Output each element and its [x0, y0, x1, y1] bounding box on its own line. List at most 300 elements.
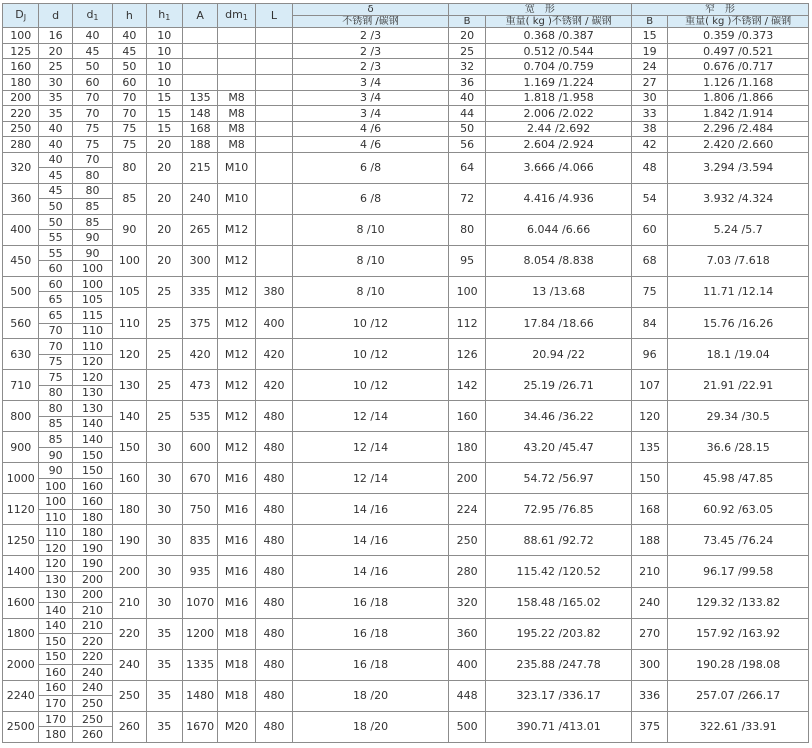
- cell-dm: M8: [218, 121, 255, 137]
- cell-h: 100: [113, 245, 146, 276]
- cell-wide-B: 400: [448, 649, 485, 680]
- cell-D: 630: [3, 339, 39, 370]
- cell-narrow-weight: 36.6 /28.15: [668, 432, 809, 463]
- table-row: [3, 245, 809, 261]
- cell-d1: 85: [72, 199, 112, 215]
- cell-h: 260: [113, 711, 146, 742]
- cell-L: 480: [255, 401, 292, 432]
- cell-wide-weight: 390.71 /413.01: [486, 711, 632, 742]
- table-row: [3, 90, 809, 106]
- cell-wide-weight: 1.169 /1.224: [486, 75, 632, 91]
- cell-d1: 100: [72, 261, 112, 277]
- cell-d: 50: [39, 214, 72, 230]
- cell-L: 480: [255, 680, 292, 711]
- cell-d: 85: [39, 432, 72, 448]
- cell-delta: 2 /3: [293, 28, 449, 44]
- cell-D: 1800: [3, 618, 39, 649]
- cell-d1: 100: [72, 276, 112, 292]
- cell-wide-B: 50: [448, 121, 485, 137]
- cell-D: 125: [3, 43, 39, 59]
- cell-delta: 2 /3: [293, 43, 449, 59]
- cell-A: 1480: [182, 680, 217, 711]
- cell-L: [255, 245, 292, 276]
- header-L: L: [255, 4, 292, 28]
- cell-d1: 250: [72, 711, 112, 727]
- cell-d1: 220: [72, 649, 112, 665]
- cell-L: 480: [255, 649, 292, 680]
- header-narrow-weight: 重量( kg )不锈钢 / 碳钢: [668, 16, 809, 28]
- cell-d1: 115: [72, 307, 112, 323]
- cell-dm: M20: [218, 711, 255, 742]
- cell-A: 600: [182, 432, 217, 463]
- cell-wide-weight: 8.054 /8.838: [486, 245, 632, 276]
- cell-h1: 10: [146, 28, 182, 44]
- cell-d1: 220: [72, 634, 112, 650]
- cell-wide-B: 64: [448, 152, 485, 183]
- cell-narrow-weight: 73.45 /76.24: [668, 525, 809, 556]
- cell-A: 300: [182, 245, 217, 276]
- cell-dm: M12: [218, 370, 255, 401]
- cell-d: 100: [39, 494, 72, 510]
- cell-L: [255, 137, 292, 153]
- cell-narrow-B: 270: [631, 618, 667, 649]
- cell-L: 420: [255, 339, 292, 370]
- table-row: [3, 649, 809, 665]
- cell-delta: 12 /14: [293, 432, 449, 463]
- cell-L: [255, 152, 292, 183]
- cell-d1: 75: [72, 121, 112, 137]
- cell-wide-B: 32: [448, 59, 485, 75]
- cell-h: 80: [113, 152, 146, 183]
- cell-L: [255, 121, 292, 137]
- cell-narrow-B: 210: [631, 556, 667, 587]
- cell-d1: 80: [72, 168, 112, 184]
- header-h: h: [113, 4, 146, 28]
- cell-d: 40: [39, 152, 72, 168]
- cell-d: 150: [39, 649, 72, 665]
- cell-narrow-weight: 0.676 /0.717: [668, 59, 809, 75]
- cell-D: 180: [3, 75, 39, 91]
- cell-dm: [218, 59, 255, 75]
- cell-d1: 70: [72, 106, 112, 122]
- cell-D: 800: [3, 401, 39, 432]
- cell-delta: 3 /4: [293, 106, 449, 122]
- cell-h: 190: [113, 525, 146, 556]
- cell-delta: 10 /12: [293, 370, 449, 401]
- cell-h1: 30: [146, 525, 182, 556]
- cell-h: 180: [113, 494, 146, 525]
- cell-d1: 120: [72, 370, 112, 386]
- cell-dm: M8: [218, 106, 255, 122]
- cell-narrow-B: 188: [631, 525, 667, 556]
- table-row: [3, 711, 809, 727]
- cell-delta: 2 /3: [293, 59, 449, 75]
- cell-D: 1250: [3, 525, 39, 556]
- header-wide-weight: 重量( kg )不锈钢 / 碳钢: [486, 16, 632, 28]
- cell-L: 420: [255, 370, 292, 401]
- cell-narrow-B: 24: [631, 59, 667, 75]
- cell-d1: 150: [72, 463, 112, 479]
- cell-h: 40: [113, 28, 146, 44]
- cell-d: 60: [39, 261, 72, 277]
- cell-narrow-weight: 18.1 /19.04: [668, 339, 809, 370]
- cell-d: 140: [39, 603, 72, 619]
- table-row: [3, 401, 809, 417]
- cell-wide-weight: 88.61 /92.72: [486, 525, 632, 556]
- cell-delta: 12 /14: [293, 463, 449, 494]
- cell-narrow-weight: 3.932 /4.324: [668, 183, 809, 214]
- cell-d: 45: [39, 168, 72, 184]
- cell-d1: 130: [72, 401, 112, 417]
- cell-D: 2000: [3, 649, 39, 680]
- table-row: [3, 214, 809, 230]
- cell-h: 50: [113, 59, 146, 75]
- cell-D: 2500: [3, 711, 39, 742]
- cell-wide-B: 180: [448, 432, 485, 463]
- header-narrow-B: B: [631, 16, 667, 28]
- cell-narrow-weight: 1.842 /1.914: [668, 106, 809, 122]
- cell-d1: 240: [72, 665, 112, 681]
- cell-h1: 30: [146, 494, 182, 525]
- cell-delta: 14 /16: [293, 494, 449, 525]
- cell-wide-weight: 2.006 /2.022: [486, 106, 632, 122]
- cell-h1: 25: [146, 276, 182, 307]
- cell-h: 70: [113, 90, 146, 106]
- cell-d1: 180: [72, 509, 112, 525]
- cell-h1: 25: [146, 339, 182, 370]
- cell-d1: 110: [72, 323, 112, 339]
- cell-h: 210: [113, 587, 146, 618]
- cell-d: 80: [39, 401, 72, 417]
- cell-wide-B: 56: [448, 137, 485, 153]
- cell-h1: 35: [146, 711, 182, 742]
- cell-delta: 8 /10: [293, 276, 449, 307]
- cell-A: 168: [182, 121, 217, 137]
- cell-delta: 14 /16: [293, 556, 449, 587]
- header-delta-material: 不锈钢 /碳钢: [293, 16, 449, 28]
- cell-L: 480: [255, 494, 292, 525]
- cell-dm: M12: [218, 214, 255, 245]
- cell-h1: 30: [146, 432, 182, 463]
- cell-L: 480: [255, 432, 292, 463]
- cell-A: [182, 59, 217, 75]
- cell-wide-B: 100: [448, 276, 485, 307]
- table-row: [3, 75, 809, 91]
- cell-wide-B: 80: [448, 214, 485, 245]
- table-row: [3, 106, 809, 122]
- cell-L: [255, 90, 292, 106]
- cell-d: 16: [39, 28, 72, 44]
- cell-wide-weight: 54.72 /56.97: [486, 463, 632, 494]
- cell-h1: 10: [146, 43, 182, 59]
- cell-L: [255, 28, 292, 44]
- cell-d: 85: [39, 416, 72, 432]
- table-row: [3, 556, 809, 572]
- cell-wide-B: 360: [448, 618, 485, 649]
- cell-d: 160: [39, 665, 72, 681]
- cell-D: 1000: [3, 463, 39, 494]
- cell-d: 55: [39, 230, 72, 246]
- cell-dm: M18: [218, 680, 255, 711]
- cell-d1: 250: [72, 696, 112, 712]
- cell-narrow-B: 42: [631, 137, 667, 153]
- cell-narrow-B: 375: [631, 711, 667, 742]
- cell-d: 75: [39, 354, 72, 370]
- cell-h: 200: [113, 556, 146, 587]
- cell-h: 130: [113, 370, 146, 401]
- cell-wide-B: 40: [448, 90, 485, 106]
- cell-wide-weight: 158.48 /165.02: [486, 587, 632, 618]
- cell-d: 50: [39, 199, 72, 215]
- cell-d1: 140: [72, 416, 112, 432]
- cell-narrow-B: 240: [631, 587, 667, 618]
- cell-d: 160: [39, 680, 72, 696]
- table-row: [3, 432, 809, 448]
- cell-wide-weight: 17.84 /18.66: [486, 307, 632, 338]
- cell-d: 65: [39, 307, 72, 323]
- cell-wide-B: 142: [448, 370, 485, 401]
- cell-h: 110: [113, 307, 146, 338]
- cell-L: [255, 106, 292, 122]
- cell-narrow-weight: 21.91 /22.91: [668, 370, 809, 401]
- cell-narrow-B: 48: [631, 152, 667, 183]
- cell-h: 120: [113, 339, 146, 370]
- cell-A: 215: [182, 152, 217, 183]
- cell-d1: 210: [72, 618, 112, 634]
- cell-A: [182, 28, 217, 44]
- cell-narrow-B: 135: [631, 432, 667, 463]
- cell-d: 120: [39, 540, 72, 556]
- cell-d1: 60: [72, 75, 112, 91]
- cell-wide-weight: 4.416 /4.936: [486, 183, 632, 214]
- cell-d: 150: [39, 634, 72, 650]
- cell-dm: M16: [218, 587, 255, 618]
- cell-A: 188: [182, 137, 217, 153]
- cell-wide-weight: 6.044 /6.66: [486, 214, 632, 245]
- cell-A: 375: [182, 307, 217, 338]
- cell-delta: 16 /18: [293, 618, 449, 649]
- table-row: [3, 680, 809, 696]
- table-row: [3, 307, 809, 323]
- cell-narrow-weight: 190.28 /198.08: [668, 649, 809, 680]
- cell-wide-B: 250: [448, 525, 485, 556]
- table-row: [3, 43, 809, 59]
- cell-h1: 15: [146, 90, 182, 106]
- cell-D: 1400: [3, 556, 39, 587]
- table-row: [3, 463, 809, 479]
- cell-L: 380: [255, 276, 292, 307]
- table-row: [3, 28, 809, 44]
- table-row: [3, 137, 809, 153]
- cell-A: 335: [182, 276, 217, 307]
- table-row: [3, 276, 809, 292]
- cell-narrow-weight: 1.806 /1.866: [668, 90, 809, 106]
- cell-D: 450: [3, 245, 39, 276]
- cell-d: 70: [39, 339, 72, 355]
- cell-A: 670: [182, 463, 217, 494]
- cell-wide-B: 200: [448, 463, 485, 494]
- cell-h1: 30: [146, 556, 182, 587]
- cell-L: 480: [255, 711, 292, 742]
- cell-L: [255, 183, 292, 214]
- cell-L: [255, 43, 292, 59]
- cell-d1: 130: [72, 385, 112, 401]
- cell-h1: 35: [146, 649, 182, 680]
- cell-narrow-B: 75: [631, 276, 667, 307]
- cell-d: 70: [39, 323, 72, 339]
- cell-A: [182, 75, 217, 91]
- cell-narrow-B: 38: [631, 121, 667, 137]
- cell-delta: 8 /10: [293, 245, 449, 276]
- cell-delta: 18 /20: [293, 711, 449, 742]
- cell-d: 100: [39, 478, 72, 494]
- cell-wide-B: 320: [448, 587, 485, 618]
- cell-D: 1120: [3, 494, 39, 525]
- cell-d1: 90: [72, 245, 112, 261]
- cell-d: 20: [39, 43, 72, 59]
- cell-d: 60: [39, 276, 72, 292]
- cell-L: [255, 214, 292, 245]
- cell-d1: 70: [72, 90, 112, 106]
- cell-d: 140: [39, 618, 72, 634]
- cell-h: 220: [113, 618, 146, 649]
- cell-dm: M12: [218, 307, 255, 338]
- cell-wide-weight: 323.17 /336.17: [486, 680, 632, 711]
- cell-wide-weight: 3.666 /4.066: [486, 152, 632, 183]
- cell-dm: M12: [218, 339, 255, 370]
- cell-A: 265: [182, 214, 217, 245]
- cell-L: [255, 59, 292, 75]
- cell-A: 535: [182, 401, 217, 432]
- cell-D: 2240: [3, 680, 39, 711]
- cell-wide-weight: 43.20 /45.47: [486, 432, 632, 463]
- cell-d1: 200: [72, 587, 112, 603]
- cell-d: 45: [39, 183, 72, 199]
- cell-delta: 3 /4: [293, 90, 449, 106]
- cell-h: 140: [113, 401, 146, 432]
- cell-h1: 20: [146, 137, 182, 153]
- cell-dm: M12: [218, 245, 255, 276]
- cell-h1: 35: [146, 618, 182, 649]
- cell-d: 180: [39, 727, 72, 743]
- cell-d1: 80: [72, 183, 112, 199]
- cell-d1: 260: [72, 727, 112, 743]
- cell-A: 1335: [182, 649, 217, 680]
- cell-d: 130: [39, 587, 72, 603]
- cell-A: 935: [182, 556, 217, 587]
- cell-d1: 70: [72, 152, 112, 168]
- cell-narrow-B: 107: [631, 370, 667, 401]
- cell-narrow-weight: 5.24 /5.7: [668, 214, 809, 245]
- cell-dm: M12: [218, 432, 255, 463]
- header-narrow: 窄 形: [631, 4, 808, 16]
- cell-delta: 8 /10: [293, 214, 449, 245]
- cell-h: 70: [113, 106, 146, 122]
- cell-narrow-weight: 3.294 /3.594: [668, 152, 809, 183]
- cell-narrow-weight: 129.32 /133.82: [668, 587, 809, 618]
- cell-h1: 25: [146, 401, 182, 432]
- cell-h: 90: [113, 214, 146, 245]
- cell-narrow-B: 30: [631, 90, 667, 106]
- cell-d: 110: [39, 509, 72, 525]
- cell-D: 100: [3, 28, 39, 44]
- cell-A: 835: [182, 525, 217, 556]
- cell-d: 30: [39, 75, 72, 91]
- cell-narrow-weight: 29.34 /30.5: [668, 401, 809, 432]
- cell-narrow-weight: 322.61 /33.91: [668, 711, 809, 742]
- cell-d1: 160: [72, 478, 112, 494]
- cell-D: 560: [3, 307, 39, 338]
- cell-narrow-weight: 11.71 /12.14: [668, 276, 809, 307]
- table-row: [3, 587, 809, 603]
- cell-d: 170: [39, 711, 72, 727]
- cell-d1: 75: [72, 137, 112, 153]
- cell-d1: 120: [72, 354, 112, 370]
- cell-L: 480: [255, 587, 292, 618]
- cell-L: 480: [255, 556, 292, 587]
- cell-narrow-B: 33: [631, 106, 667, 122]
- header-d1: $d_1$: [72, 4, 112, 28]
- cell-h: 60: [113, 75, 146, 91]
- cell-delta: 10 /12: [293, 307, 449, 338]
- cell-dm: M16: [218, 525, 255, 556]
- cell-h: 85: [113, 183, 146, 214]
- cell-h1: 15: [146, 106, 182, 122]
- table-row: [3, 525, 809, 541]
- header-h1: $h_1$: [146, 4, 182, 28]
- cell-delta: 16 /18: [293, 649, 449, 680]
- cell-d1: 45: [72, 43, 112, 59]
- cell-d1: 105: [72, 292, 112, 308]
- cell-wide-B: 224: [448, 494, 485, 525]
- cell-wide-B: 160: [448, 401, 485, 432]
- table-row: [3, 494, 809, 510]
- cell-dm: M16: [218, 463, 255, 494]
- cell-delta: 4 /6: [293, 121, 449, 137]
- cell-wide-B: 95: [448, 245, 485, 276]
- cell-d1: 160: [72, 494, 112, 510]
- cell-narrow-weight: 15.76 /16.26: [668, 307, 809, 338]
- cell-narrow-weight: 2.420 /2.660: [668, 137, 809, 153]
- header-A: A: [182, 4, 217, 28]
- cell-wide-weight: 0.704 /0.759: [486, 59, 632, 75]
- cell-wide-B: 20: [448, 28, 485, 44]
- cell-L: [255, 75, 292, 91]
- cell-delta: 14 /16: [293, 525, 449, 556]
- cell-h: 75: [113, 137, 146, 153]
- cell-A: 1670: [182, 711, 217, 742]
- cell-D: 220: [3, 106, 39, 122]
- cell-wide-B: 72: [448, 183, 485, 214]
- cell-delta: 4 /6: [293, 137, 449, 153]
- cell-narrow-B: 60: [631, 214, 667, 245]
- cell-wide-weight: 235.88 /247.78: [486, 649, 632, 680]
- cell-wide-weight: 115.42 /120.52: [486, 556, 632, 587]
- cell-narrow-weight: 2.296 /2.484: [668, 121, 809, 137]
- cell-delta: 10 /12: [293, 339, 449, 370]
- table-row: [3, 339, 809, 355]
- cell-A: 1070: [182, 587, 217, 618]
- cell-narrow-weight: 45.98 /47.85: [668, 463, 809, 494]
- spec-table: [2, 3, 809, 743]
- cell-wide-weight: 0.368 /0.387: [486, 28, 632, 44]
- cell-narrow-weight: 157.92 /163.92: [668, 618, 809, 649]
- cell-d: 40: [39, 121, 72, 137]
- cell-narrow-B: 336: [631, 680, 667, 711]
- cell-narrow-B: 84: [631, 307, 667, 338]
- cell-wide-B: 36: [448, 75, 485, 91]
- cell-D: 1600: [3, 587, 39, 618]
